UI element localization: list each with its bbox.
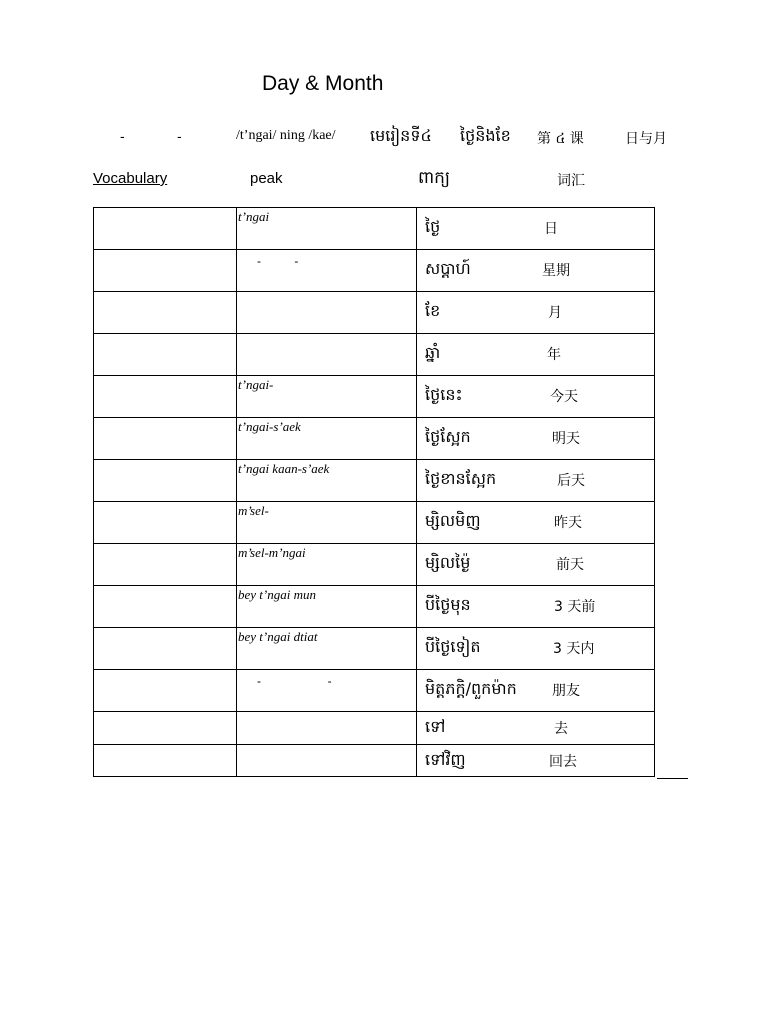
khmer-heading: ពាក្យ (418, 168, 451, 188)
romanization-text: t’ngai (238, 209, 270, 224)
table-row (94, 292, 655, 334)
chinese-text: 昨天 (554, 515, 582, 531)
khmer-text: មិត្តភក្តិ/ពួកម៉ាក (425, 679, 517, 698)
chinese-text: 回去 (549, 754, 577, 770)
english-cell (94, 712, 237, 745)
table-row (94, 334, 655, 376)
khmer-text: ថ្ងៃ (425, 217, 441, 236)
khmer-text: ម្សិលមិញ (425, 511, 481, 530)
khmer-text: ទៅ (425, 717, 446, 736)
table-row (94, 502, 655, 544)
table-row (94, 586, 655, 628)
khmer-text: បីថ្ងៃទៀត (425, 637, 481, 656)
romanization-text: t’ngai- (238, 377, 274, 392)
translation-cell (417, 544, 655, 586)
subtitle-dash-1: - (120, 128, 125, 144)
table-row (94, 250, 655, 292)
table-row (94, 670, 655, 712)
english-cell (94, 208, 237, 250)
romanization-cell (237, 712, 417, 745)
subtitle-title-khmer: ថ្ងៃនិងខែ (460, 126, 511, 145)
translation-cell (417, 460, 655, 502)
english-cell (94, 745, 237, 777)
english-cell (94, 250, 237, 292)
translation-cell (417, 292, 655, 334)
romanization-text: - - (257, 254, 299, 268)
translation-cell (417, 418, 655, 460)
peak-heading: peak (250, 170, 283, 187)
chinese-text: 3 天内 (553, 641, 595, 657)
english-cell (94, 586, 237, 628)
chinese-heading: 词汇 (557, 173, 585, 189)
romanization-cell (237, 418, 417, 460)
romanization-cell (237, 208, 417, 250)
english-cell (94, 628, 237, 670)
translation-cell (417, 745, 655, 777)
chinese-text: 前天 (556, 557, 584, 573)
translation-cell (417, 376, 655, 418)
romanization-text: bey t’ngai dtiat (238, 629, 318, 644)
table-row (94, 208, 655, 250)
table-row (94, 628, 655, 670)
romanization-text (237, 712, 416, 713)
chinese-text: 星期 (542, 263, 570, 279)
page-title: Day & Month (262, 72, 384, 95)
khmer-text: សប្ដាហ៍ (425, 259, 471, 278)
table-row (94, 745, 655, 777)
khmer-text: ខែ (425, 301, 441, 320)
romanization-cell (237, 460, 417, 502)
romanization-cell (237, 292, 417, 334)
romanization-cell (237, 670, 417, 712)
translation-cell (417, 670, 655, 712)
khmer-text: ថ្ងៃខានស្អែក (425, 469, 497, 488)
subtitle-lesson-khmer: មេរៀនទី៤ (370, 126, 432, 145)
romanization-text: t’ngai-s’aek (238, 419, 301, 434)
chinese-text: 年 (547, 347, 561, 363)
english-cell (94, 460, 237, 502)
romanization-text (237, 745, 416, 746)
table-row (94, 376, 655, 418)
chinese-text: 后天 (557, 473, 585, 489)
english-cell (94, 292, 237, 334)
english-cell (94, 376, 237, 418)
translation-cell (417, 250, 655, 292)
english-cell (94, 418, 237, 460)
table-trailing-line (657, 778, 688, 779)
chinese-text: 去 (554, 721, 568, 737)
table-row (94, 544, 655, 586)
khmer-text: ទៅវិញ (425, 750, 466, 769)
khmer-text: ថ្ងៃនេះ (425, 385, 463, 404)
chinese-text: 月 (548, 305, 562, 321)
vocabulary-heading: Vocabulary (93, 170, 168, 187)
english-cell (94, 544, 237, 586)
romanization-text: m’sel- (238, 503, 269, 518)
english-cell (94, 670, 237, 712)
romanization-text: t’ngai kaan-s’aek (238, 461, 330, 476)
english-cell (94, 334, 237, 376)
translation-cell (417, 334, 655, 376)
translation-cell (417, 502, 655, 544)
chinese-text: 朋友 (552, 683, 580, 699)
translation-cell (417, 628, 655, 670)
romanization-text: - - (257, 674, 332, 688)
chinese-text: 明天 (552, 431, 580, 447)
romanization-text (237, 334, 416, 335)
subtitle-lesson-chinese: 第 ៤ 课 (537, 131, 584, 147)
table-row (94, 418, 655, 460)
english-cell (94, 502, 237, 544)
khmer-text: ម្សិលម្ង៉ៃ (425, 553, 471, 572)
chinese-text: 今天 (550, 389, 578, 405)
subtitle-romanization: /t’ngai/ ning /kae/ (236, 128, 336, 143)
translation-cell (417, 208, 655, 250)
translation-cell (417, 712, 655, 745)
vocabulary-table (93, 207, 655, 777)
romanization-cell (237, 250, 417, 292)
subtitle-title-chinese: 日与月 (625, 131, 667, 147)
subtitle-dash-2: - (177, 128, 182, 144)
romanization-cell (237, 745, 417, 777)
romanization-cell (237, 334, 417, 376)
khmer-text: ថ្ងៃស្អែក (425, 427, 471, 446)
romanization-cell (237, 502, 417, 544)
chinese-text: 3 天前 (554, 599, 596, 615)
romanization-text: m’sel-m’ngai (238, 545, 306, 560)
romanization-text: bey t’ngai mun (238, 587, 316, 602)
table-row (94, 712, 655, 745)
khmer-text: បីថ្ងៃមុន (425, 595, 471, 614)
romanization-cell (237, 376, 417, 418)
romanization-cell (237, 586, 417, 628)
romanization-cell (237, 628, 417, 670)
romanization-cell (237, 544, 417, 586)
translation-cell (417, 586, 655, 628)
chinese-text: 日 (544, 221, 558, 237)
khmer-text: ឆ្នាំ (425, 343, 441, 362)
romanization-text (237, 292, 416, 293)
table-row (94, 460, 655, 502)
